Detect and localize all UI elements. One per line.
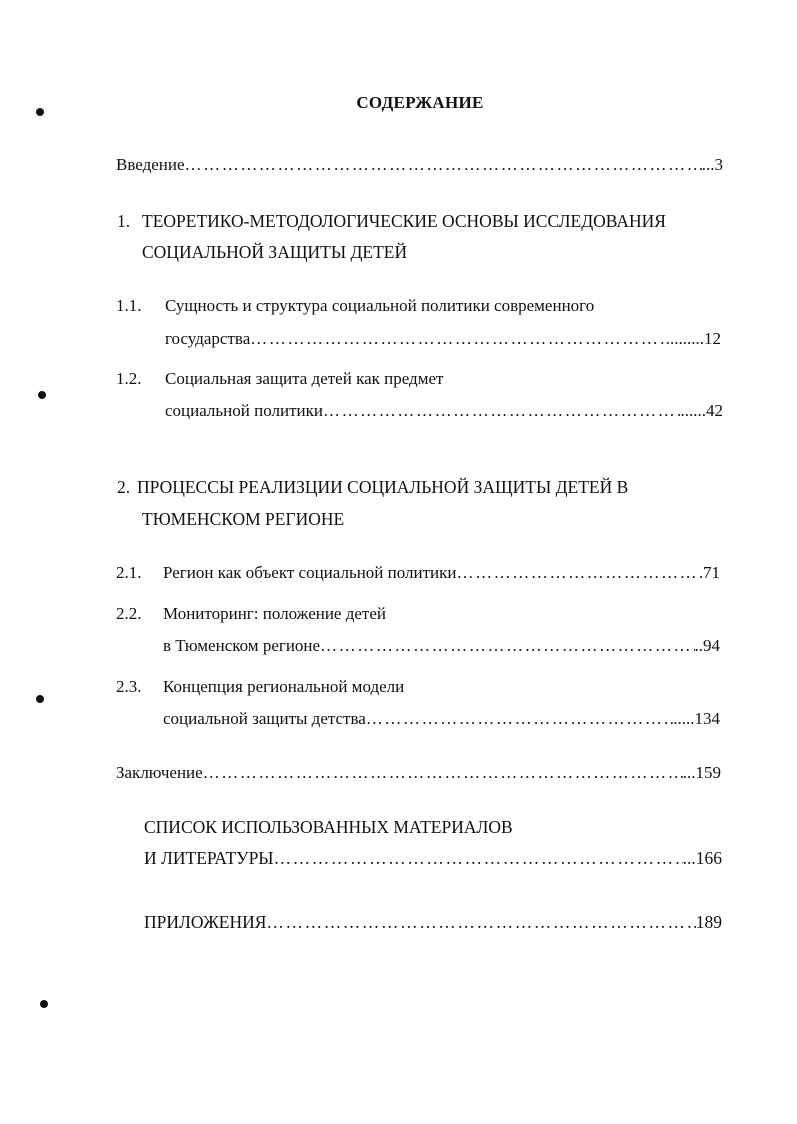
- leader-dots: [266, 911, 695, 933]
- toc-entry-references[interactable]: [144, 847, 722, 869]
- section-title-line[interactable]: Концепция региональной модели: [163, 677, 405, 696]
- toc-entry-2-1[interactable]: [163, 562, 720, 584]
- section-title-line: социальной политики: [165, 401, 323, 420]
- leader-dots: [323, 400, 681, 422]
- toc-page-number: 189: [695, 912, 722, 932]
- chapter-heading-line[interactable]: ПРОЦЕССЫ РЕАЛИЗЦИИ СОЦИАЛЬНОЙ ЗАЩИТЫ ДЕТЕЙ В: [137, 477, 629, 497]
- toc-page-number: .....134: [673, 709, 720, 728]
- toc-entry-intro[interactable]: [116, 154, 723, 176]
- section-title-line: государства: [165, 329, 251, 348]
- toc-entry-1-1[interactable]: [165, 328, 721, 350]
- toc-entry-label: Введение: [116, 155, 185, 174]
- leader-dots: [274, 847, 683, 869]
- leader-dots: [203, 762, 683, 784]
- section-title-line: Регион как объект социальной политики: [163, 563, 457, 582]
- leader-dots: [320, 635, 694, 657]
- chapter-number: 1.: [117, 211, 131, 231]
- chapter-heading-line[interactable]: ТЕОРЕТИКО-МЕТОДОЛОГИЧЕСКИЕ ОСНОВЫ ИССЛЕДОВАНИЯ: [142, 211, 666, 231]
- section-number: 2.3.: [116, 677, 142, 696]
- chapter-heading-line[interactable]: ТЮМЕНСКОМ РЕГИОНЕ: [142, 509, 345, 529]
- toc-entry-2-2[interactable]: [163, 635, 720, 657]
- section-number: 1.2.: [116, 369, 142, 388]
- section-title-line[interactable]: Сущность и структура социальной политики современного: [165, 296, 595, 315]
- punch-hole-mark: [40, 1000, 48, 1008]
- page-title: СОДЕРЖАНИЕ: [356, 93, 484, 112]
- toc-page-number: ...3: [701, 155, 723, 174]
- toc-page-number: ...159: [682, 763, 721, 782]
- section-number: 1.1.: [116, 296, 142, 315]
- toc-page-number: ..94: [694, 636, 720, 655]
- section-title-line[interactable]: Мониторинг: положение детей: [163, 604, 386, 623]
- toc-page-number: 71: [703, 563, 720, 582]
- section-title-line[interactable]: Социальная защита детей как предмет: [165, 369, 444, 388]
- toc-entry-conclusion[interactable]: [116, 762, 721, 784]
- leader-dots: [456, 562, 703, 584]
- punch-hole-mark: [38, 391, 46, 399]
- toc-page-number: ......42: [680, 401, 723, 420]
- references-heading-line: И ЛИТЕРАТУРЫ: [144, 848, 274, 868]
- section-title-line: социальной защиты детства: [163, 709, 366, 728]
- toc-page-number: .........12: [665, 329, 721, 348]
- section-title-line: в Тюменском регионе: [163, 636, 321, 655]
- punch-hole-mark: [36, 695, 44, 703]
- toc-entry-appendix[interactable]: [144, 911, 722, 933]
- references-heading-line[interactable]: СПИСОК ИСПОЛЬЗОВАННЫХ МАТЕРИАЛОВ: [144, 817, 513, 837]
- chapter-heading-line[interactable]: СОЦИАЛЬНОЙ ЗАЩИТЫ ДЕТЕЙ: [142, 242, 408, 262]
- section-number: 2.1.: [116, 563, 142, 582]
- leader-dots: [250, 328, 666, 350]
- leader-dots: [366, 708, 673, 730]
- toc-entry-label: Заключение: [116, 763, 203, 782]
- chapter-number: 2.: [117, 477, 131, 497]
- toc-entry-2-3[interactable]: [163, 708, 720, 730]
- section-number: 2.2.: [116, 604, 142, 623]
- toc-entry-1-2[interactable]: [165, 400, 723, 422]
- leader-dots: [185, 154, 702, 176]
- toc-page-number: ...166: [682, 848, 722, 868]
- toc-entry-label: ПРИЛОЖЕНИЯ: [144, 912, 267, 932]
